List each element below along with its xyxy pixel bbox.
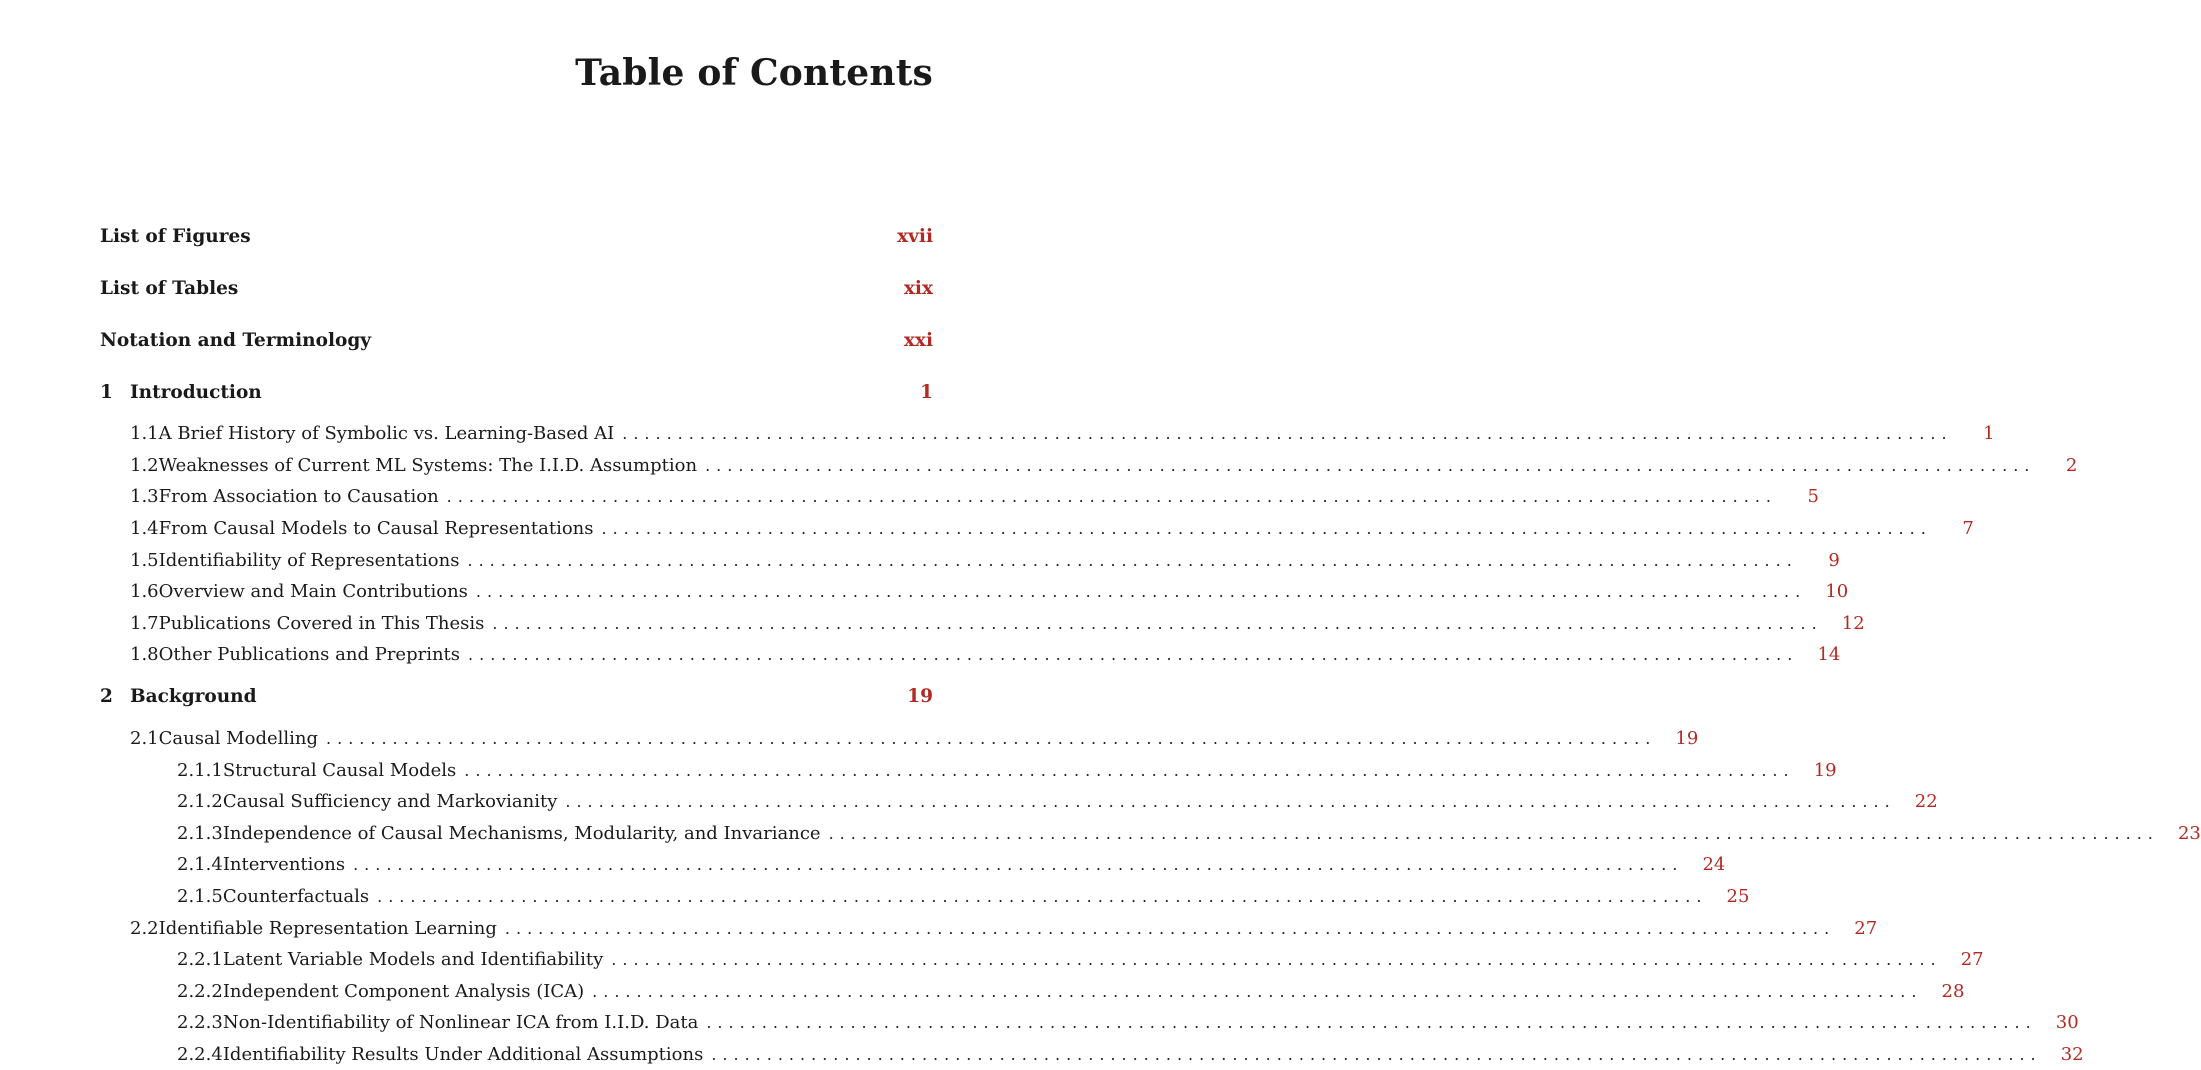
dot-leader: ........................................................................................................................ xyxy=(622,424,1953,444)
toc-page-number[interactable]: xvii xyxy=(897,225,933,247)
dot-leader: ........................................................................................................................ xyxy=(467,550,1798,570)
subsection-title: Independent Component Analysis (ICA) xyxy=(222,980,585,1002)
toc-page-number[interactable]: 19 xyxy=(1813,759,1837,781)
subsection-title: Causal Sufficiency and Markovianity xyxy=(222,791,558,813)
subsection-title: Interventions xyxy=(222,854,346,876)
toc-subsection[interactable] xyxy=(100,786,1938,818)
dot-leader: ........................................................................................................................ xyxy=(446,487,1777,507)
subsection-number: 2.2.2 xyxy=(177,980,223,1002)
toc-entry-label: Notation and Terminology xyxy=(100,329,372,351)
subsection-number: 2.2.3 xyxy=(177,1012,223,1034)
toc-subsection[interactable] xyxy=(100,976,1965,1008)
section-title: Identifiable Representation Learning xyxy=(158,917,497,939)
dot-leader: ........................................................................................................................ xyxy=(504,918,1836,938)
subsection-number: 2.1.2 xyxy=(177,791,223,813)
toc-subsection[interactable] xyxy=(100,944,1984,976)
section-number: 1.2 xyxy=(130,454,159,476)
toc-entry-label: List of Figures xyxy=(100,225,251,247)
section-number: 1.6 xyxy=(130,581,159,603)
section-number: 1.4 xyxy=(130,518,159,540)
toc-page-number[interactable]: 1 xyxy=(920,381,933,403)
toc-subsection[interactable] xyxy=(100,881,1750,913)
toc-subsection[interactable] xyxy=(100,1007,2079,1039)
chapter-number: 1 xyxy=(100,381,113,403)
subsection-title: Structural Causal Models xyxy=(222,759,457,781)
dot-leader: ........................................................................................................................ xyxy=(601,519,1932,539)
subsection-title: Identifiability Results Under Additional Assumptions xyxy=(222,1043,704,1065)
toc-page-number[interactable]: 23 xyxy=(2177,822,2201,844)
toc-subsection[interactable] xyxy=(100,849,1726,881)
toc-subsection[interactable] xyxy=(100,1039,2084,1070)
toc-page-number[interactable]: 10 xyxy=(1825,581,1849,603)
subsection-number: 2.2.4 xyxy=(177,1043,223,1065)
subsection-title: Latent Variable Models and Identifiability xyxy=(222,949,604,971)
toc-subsection[interactable] xyxy=(100,818,2201,850)
section-title: Weaknesses of Current ML Systems: The I.I.D. Assumption xyxy=(158,454,698,476)
toc-section[interactable] xyxy=(100,544,1840,576)
dot-leader: ........................................................................................................................ xyxy=(711,1044,2042,1064)
section-number: 1.5 xyxy=(130,549,159,571)
toc-page-number[interactable]: xix xyxy=(903,277,933,299)
toc-page-number[interactable]: 27 xyxy=(1960,949,1984,971)
section-number: 1.7 xyxy=(130,612,159,634)
toc-chapter-2[interactable] xyxy=(100,671,933,723)
section-title: Other Publications and Preprints xyxy=(158,644,461,666)
dot-leader: ........................................................................................................................ xyxy=(464,760,1795,780)
toc-entry-notation[interactable] xyxy=(100,314,933,366)
dot-leader: ........................................................................................................................ xyxy=(828,823,2159,843)
dot-leader: ........................................................................................................................ xyxy=(326,729,1657,749)
dot-leader: ........................................................................................................................ xyxy=(705,455,2036,475)
dot-leader: ........................................................................................................................ xyxy=(706,1013,2037,1033)
toc-page-number[interactable]: 14 xyxy=(1817,644,1841,666)
toc-section[interactable] xyxy=(100,608,1865,640)
subsection-number: 2.1.4 xyxy=(177,854,223,876)
toc-section[interactable] xyxy=(100,513,1974,545)
section-title: Identifiability of Representations xyxy=(158,549,460,571)
chapter-title: Introduction xyxy=(130,381,262,403)
section-number: 1.3 xyxy=(130,486,159,508)
toc-page-number[interactable]: 30 xyxy=(2055,1012,2079,1034)
toc-section[interactable] xyxy=(100,639,1841,671)
toc-entry-list-of-tables[interactable] xyxy=(100,262,933,314)
toc-section[interactable] xyxy=(100,418,1995,450)
section-title: Overview and Main Contributions xyxy=(158,581,468,603)
subsection-title: Independence of Causal Mechanisms, Modularity, and Invariance xyxy=(222,822,821,844)
dot-leader: ........................................................................................................................ xyxy=(377,887,1708,907)
section-title: A Brief History of Symbolic vs. Learning-Based AI xyxy=(158,423,615,445)
dot-leader: ........................................................................................................................ xyxy=(353,855,1684,875)
toc-page-number[interactable]: 1 xyxy=(1983,423,1995,445)
chapter-title: Background xyxy=(130,686,257,708)
toc-page-number[interactable]: 9 xyxy=(1828,549,1840,571)
toc-page-number[interactable]: 5 xyxy=(1807,486,1819,508)
toc-page-number[interactable]: 27 xyxy=(1854,917,1878,939)
toc-subsection[interactable] xyxy=(100,754,1837,786)
toc-entry-list-of-figures[interactable] xyxy=(100,210,933,262)
page-title: Table of Contents xyxy=(575,52,933,94)
toc-chapter-1[interactable] xyxy=(100,366,933,418)
toc-section[interactable] xyxy=(100,450,2078,482)
toc-page-number[interactable]: 32 xyxy=(2060,1043,2084,1065)
subsection-title: Counterfactuals xyxy=(222,886,370,908)
dot-leader: ........................................................................................................................ xyxy=(468,645,1799,665)
toc-section[interactable] xyxy=(100,912,1878,944)
toc-page-number[interactable]: 2 xyxy=(2065,454,2078,476)
dot-leader: ........................................................................................................................ xyxy=(592,981,1923,1001)
dot-leader: ........................................................................................................................ xyxy=(475,582,1807,602)
toc-page-number[interactable]: 28 xyxy=(1941,980,1965,1002)
chapter-number: 2 xyxy=(100,686,113,708)
toc-page-number[interactable]: 19 xyxy=(907,686,933,708)
toc-page-number[interactable]: 25 xyxy=(1726,886,1750,908)
toc-page-number[interactable]: 19 xyxy=(1675,728,1699,750)
dot-leader: ........................................................................................................................ xyxy=(565,792,1896,812)
toc-page-number[interactable]: 22 xyxy=(1914,791,1938,813)
dot-leader: ........................................................................................................................ xyxy=(492,613,1823,633)
subsection-number: 2.2.1 xyxy=(177,949,223,971)
subsection-number: 2.1.3 xyxy=(177,822,223,844)
toc-section[interactable] xyxy=(100,576,1849,608)
toc-page-number[interactable]: xxi xyxy=(903,329,933,351)
subsection-title: Non-Identifiability of Nonlinear ICA from I.I.D. Data xyxy=(222,1012,699,1034)
toc-page-number[interactable]: 12 xyxy=(1841,612,1865,634)
section-title: Publications Covered in This Thesis xyxy=(158,612,485,634)
subsection-number: 2.1.5 xyxy=(177,886,223,908)
section-number: 2.1 xyxy=(130,728,159,750)
toc-section[interactable] xyxy=(100,481,1819,513)
section-title: Causal Modelling xyxy=(158,728,319,750)
section-number: 1.8 xyxy=(130,644,159,666)
subsection-number: 2.1.1 xyxy=(177,759,223,781)
toc-page-number[interactable]: 7 xyxy=(1962,518,1974,540)
section-number: 2.2 xyxy=(130,917,159,939)
section-title: From Causal Models to Causal Representations xyxy=(158,518,594,540)
toc-page-number[interactable]: 24 xyxy=(1702,854,1726,876)
toc-section[interactable] xyxy=(100,723,1699,755)
dot-leader: ........................................................................................................................ xyxy=(611,950,1942,970)
section-title: From Association to Causation xyxy=(158,486,439,508)
section-number: 1.1 xyxy=(130,423,159,445)
toc-entry-label: List of Tables xyxy=(100,277,239,299)
table-of-contents xyxy=(100,210,2201,1070)
